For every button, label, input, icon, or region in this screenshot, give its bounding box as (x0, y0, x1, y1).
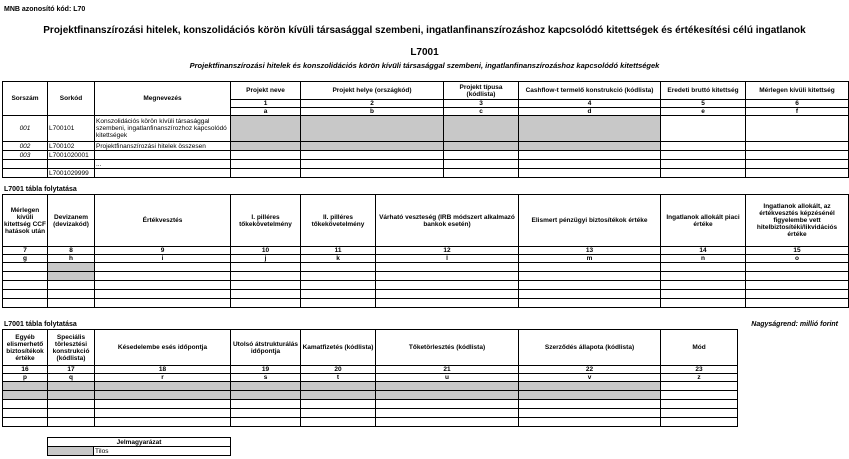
table-row (3, 382, 738, 391)
data-cell[interactable] (95, 299, 231, 308)
data-cell[interactable] (376, 272, 519, 281)
col-header: Szerződés állapota (kódlista) (519, 330, 661, 366)
data-cell[interactable] (661, 418, 738, 427)
col-number: 4 (519, 100, 661, 108)
forbidden-cell (3, 391, 48, 400)
row-megnevezes (95, 169, 231, 178)
row-megnevezes: Projektfinanszírozási hitelek összesen (95, 142, 231, 151)
forbidden-cell (231, 382, 301, 391)
col-header: Utolsó átstrukturálás időpontja (231, 330, 301, 366)
data-cell[interactable] (231, 169, 301, 178)
col-number: 1 (231, 100, 301, 108)
data-cell[interactable] (48, 418, 95, 427)
col-header: Ingatlanok allokált piaci értéke (661, 195, 746, 247)
col-letter: q (48, 374, 95, 382)
data-cell[interactable] (519, 160, 661, 169)
col-number: 8 (48, 247, 95, 255)
data-cell[interactable] (661, 142, 746, 151)
forbidden-cell (519, 382, 661, 391)
table-subtitle: Projektfinanszírozási hitelek és konszolidációs körön kívüli társasággal szembeni, ingatlanfinanszírozáshoz kapcsolódó kitettségek (189, 61, 660, 70)
data-cell[interactable] (661, 272, 746, 281)
data-cell[interactable] (301, 281, 376, 290)
data-cell[interactable] (661, 290, 746, 299)
data-cell[interactable] (519, 272, 661, 281)
data-cell[interactable] (48, 400, 95, 409)
col-number: 5 (661, 100, 746, 108)
data-cell[interactable] (301, 418, 376, 427)
forbidden-cell (444, 116, 519, 142)
data-cell[interactable] (746, 281, 849, 290)
table-caption: L7001 tábla folytatása (4, 186, 77, 193)
col-letter: p (3, 374, 48, 382)
data-cell[interactable] (746, 116, 849, 142)
table-row (3, 409, 738, 418)
col-number: 7 (3, 247, 48, 255)
data-cell[interactable] (444, 160, 519, 169)
col-header-megnevezes: Megnevezés (95, 82, 231, 116)
data-cell[interactable] (376, 290, 519, 299)
data-cell[interactable] (519, 409, 661, 418)
col-number: 10 (231, 247, 301, 255)
data-cell[interactable] (48, 409, 95, 418)
data-cell[interactable] (746, 272, 849, 281)
data-cell[interactable] (231, 160, 301, 169)
forbidden-cell (519, 142, 661, 151)
data-cell[interactable] (519, 263, 661, 272)
col-letter: i (95, 255, 231, 263)
data-cell[interactable] (661, 391, 738, 400)
forbidden-cell (519, 116, 661, 142)
forbidden-cell (231, 116, 301, 142)
forbidden-cell (376, 382, 519, 391)
forbidden-cell (301, 382, 376, 391)
data-cell[interactable] (231, 418, 301, 427)
col-letter: v (519, 374, 661, 382)
data-cell[interactable] (661, 281, 746, 290)
col-number: 14 (661, 247, 746, 255)
col-number: 22 (519, 366, 661, 374)
data-cell[interactable] (746, 263, 849, 272)
forbidden-cell (519, 391, 661, 400)
data-cell[interactable] (231, 299, 301, 308)
data-cell[interactable] (661, 151, 746, 160)
data-cell[interactable] (376, 299, 519, 308)
col-header: Mód (661, 330, 738, 366)
table-row (3, 272, 849, 281)
col-header: Tőketörlesztés (kódlista) (376, 330, 519, 366)
data-cell[interactable] (746, 160, 849, 169)
forbidden-cell (301, 116, 444, 142)
row-sorszam (3, 169, 48, 178)
col-header-sorkod: Sorkód (48, 82, 95, 116)
data-cell[interactable] (301, 272, 376, 281)
col-number: 18 (95, 366, 231, 374)
col-letter: r (95, 374, 231, 382)
forbidden-cell (301, 391, 376, 400)
table-row (3, 160, 849, 169)
col-header: Egyéb elismerhető biztosítékok értéke (3, 330, 48, 366)
data-cell[interactable] (3, 409, 48, 418)
data-cell[interactable] (376, 263, 519, 272)
col-header: Projekt neve (231, 82, 301, 100)
row-megnevezes: ... (95, 160, 231, 169)
forbidden-cell (48, 382, 95, 391)
data-cell[interactable] (95, 290, 231, 299)
col-letter: s (231, 374, 301, 382)
col-number: 15 (746, 247, 849, 255)
col-number: 23 (661, 366, 738, 374)
col-number: 11 (301, 247, 376, 255)
col-letter: l (376, 255, 519, 263)
data-cell[interactable] (301, 400, 376, 409)
table-row (3, 299, 849, 308)
forbidden-cell (444, 142, 519, 151)
legend (47, 437, 231, 456)
col-letter: n (661, 255, 746, 263)
data-cell[interactable] (231, 272, 301, 281)
col-header: Eredeti bruttó kitettség (661, 82, 746, 100)
data-cell[interactable] (444, 169, 519, 178)
table-caption: L7001 tábla folytatása (4, 321, 77, 328)
data-cell[interactable] (231, 281, 301, 290)
col-number: 16 (3, 366, 48, 374)
col-letter: u (376, 374, 519, 382)
forbidden-cell (48, 263, 95, 272)
col-header: Értékvesztés (95, 195, 231, 247)
data-cell[interactable] (301, 151, 444, 160)
col-number: 2 (301, 100, 444, 108)
forbidden-cell (3, 382, 48, 391)
col-header: Mérlegen kívüli kitettség (746, 82, 849, 100)
col-header: II. pilléres tőkekövetelmény (301, 195, 376, 247)
data-cell[interactable] (48, 281, 95, 290)
data-cell[interactable] (746, 299, 849, 308)
data-cell[interactable] (661, 400, 738, 409)
data-cell[interactable] (95, 409, 231, 418)
col-letter: b (301, 108, 444, 116)
forbidden-cell (95, 391, 231, 400)
data-cell[interactable] (444, 151, 519, 160)
row-sorszam: 003 (3, 151, 48, 160)
data-cell[interactable] (661, 169, 746, 178)
row-sorszam: 001 (3, 116, 48, 142)
col-letter: c (444, 108, 519, 116)
col-header-sorszam: Sorszám (3, 82, 48, 116)
data-cell[interactable] (301, 409, 376, 418)
col-header: Projekt helye (országkód) (301, 82, 444, 100)
data-cell[interactable] (519, 400, 661, 409)
table-code: L7001 (410, 47, 439, 58)
col-number: 19 (231, 366, 301, 374)
col-letter: a (231, 108, 301, 116)
data-cell[interactable] (301, 263, 376, 272)
col-header: Cashflow-t termelő konstrukció (kódlista) (519, 82, 661, 100)
table-l7001-part1 (2, 81, 849, 178)
col-number: 12 (376, 247, 519, 255)
data-cell[interactable] (661, 299, 746, 308)
table-l7001-part3 (2, 329, 738, 427)
table-row (3, 281, 849, 290)
data-cell[interactable] (95, 281, 231, 290)
forbidden-cell (301, 142, 444, 151)
table-row (3, 169, 849, 178)
forbidden-cell (231, 391, 301, 400)
mnb-code: MNB azonosító kód: L70 (4, 6, 86, 13)
data-cell[interactable] (3, 418, 48, 427)
data-cell[interactable] (231, 290, 301, 299)
col-letter: o (746, 255, 849, 263)
data-cell[interactable] (519, 290, 661, 299)
col-header: Elismert pénzügyi biztosítékok értéke (519, 195, 661, 247)
col-number: 17 (48, 366, 95, 374)
data-cell[interactable] (376, 409, 519, 418)
data-cell[interactable] (48, 299, 95, 308)
main-title: Projektfinanszírozási hitelek, konszolidációs körön kívüli társasággal szembeni, ingatlanfinanszírozáshoz kapcsolódó kitettségek és értékesítési célú ingatlanok (43, 25, 806, 36)
data-cell[interactable] (519, 151, 661, 160)
data-cell[interactable] (3, 281, 48, 290)
col-letter: t (301, 374, 376, 382)
col-number: 6 (746, 100, 849, 108)
col-letter: k (301, 255, 376, 263)
table-row (3, 263, 849, 272)
data-cell[interactable] (746, 290, 849, 299)
col-header: Projekt típusa (kódlista) (444, 82, 519, 100)
data-cell[interactable] (746, 151, 849, 160)
col-header: Speciális törlesztési konstrukció (kódlista) (48, 330, 95, 366)
table-row (3, 151, 849, 160)
col-letter: d (519, 108, 661, 116)
col-letter: f (746, 108, 849, 116)
col-letter: z (661, 374, 738, 382)
legend-title: Jelmagyarázat (48, 438, 231, 447)
col-number: 9 (95, 247, 231, 255)
row-sorszam (3, 160, 48, 169)
col-header: Késedelembe esés időpontja (95, 330, 231, 366)
forbidden-cell (48, 272, 95, 281)
data-cell[interactable] (519, 169, 661, 178)
data-cell[interactable] (376, 281, 519, 290)
table-row (3, 290, 849, 299)
data-cell[interactable] (301, 299, 376, 308)
forbidden-cell (48, 391, 95, 400)
data-cell[interactable] (661, 409, 738, 418)
data-cell[interactable] (301, 160, 444, 169)
col-number: 20 (301, 366, 376, 374)
table-row (3, 391, 738, 400)
col-header: I. pilléres tőkekövetelmény (231, 195, 301, 247)
data-cell[interactable] (95, 263, 231, 272)
data-cell[interactable] (3, 290, 48, 299)
data-cell[interactable] (3, 272, 48, 281)
data-cell[interactable] (376, 418, 519, 427)
col-letter: h (48, 255, 95, 263)
table-row (3, 142, 849, 151)
data-cell[interactable] (95, 400, 231, 409)
col-letter: e (661, 108, 746, 116)
data-cell[interactable] (519, 281, 661, 290)
data-cell[interactable] (746, 169, 849, 178)
row-sorkod: L7001029999 (48, 169, 95, 178)
col-letter: j (231, 255, 301, 263)
forbidden-cell (95, 382, 231, 391)
table-row (3, 418, 738, 427)
row-sorkod: L7001020001 (48, 151, 95, 160)
data-cell[interactable] (231, 263, 301, 272)
row-sorkod (48, 160, 95, 169)
col-number: 3 (444, 100, 519, 108)
data-cell[interactable] (231, 409, 301, 418)
data-cell[interactable] (661, 382, 738, 391)
row-sorkod: L700102 (48, 142, 95, 151)
unit-label: Nagyságrend: millió forint (751, 321, 838, 328)
row-megnevezes (95, 151, 231, 160)
data-cell[interactable] (95, 272, 231, 281)
data-cell[interactable] (519, 299, 661, 308)
col-header: Mérlegen kívüli kitettség CCF hatások után (3, 195, 48, 247)
table-row (3, 400, 738, 409)
col-number: 13 (519, 247, 661, 255)
data-cell[interactable] (231, 151, 301, 160)
data-cell[interactable] (746, 142, 849, 151)
forbidden-cell (376, 391, 519, 400)
data-cell[interactable] (231, 400, 301, 409)
data-cell[interactable] (95, 418, 231, 427)
data-cell[interactable] (519, 418, 661, 427)
row-megnevezes: Konszolidációs körön kívüli társasággal szembeni, ingatlanfinanszírozhoz kapcsolódó kitettségek (95, 116, 231, 142)
data-cell[interactable] (3, 299, 48, 308)
table-l7001-part2 (2, 194, 849, 308)
data-cell[interactable] (3, 400, 48, 409)
data-cell[interactable] (3, 263, 48, 272)
data-cell[interactable] (376, 400, 519, 409)
col-header: Ingatlanok allokált, az értékvesztés képzésénél figyelembe vett hitelbiztosítéki/likvidációs értéke (746, 195, 849, 247)
row-sorszam: 002 (3, 142, 48, 151)
data-cell[interactable] (661, 263, 746, 272)
col-header: Devizanem (devizakód) (48, 195, 95, 247)
col-header: Kamatfizetés (kódlista) (301, 330, 376, 366)
col-header: Várható veszteség (IRB módszert alkalmazó bankok esetén) (376, 195, 519, 247)
legend-label: Tilos (94, 447, 231, 456)
data-cell[interactable] (301, 290, 376, 299)
col-letter: m (519, 255, 661, 263)
data-cell[interactable] (661, 116, 746, 142)
data-cell[interactable] (301, 169, 444, 178)
col-letter: g (3, 255, 48, 263)
data-cell[interactable] (48, 290, 95, 299)
legend-swatch (48, 447, 94, 456)
forbidden-cell (231, 142, 301, 151)
table-row (3, 116, 849, 142)
row-sorkod: L700101 (48, 116, 95, 142)
col-number: 21 (376, 366, 519, 374)
data-cell[interactable] (661, 160, 746, 169)
